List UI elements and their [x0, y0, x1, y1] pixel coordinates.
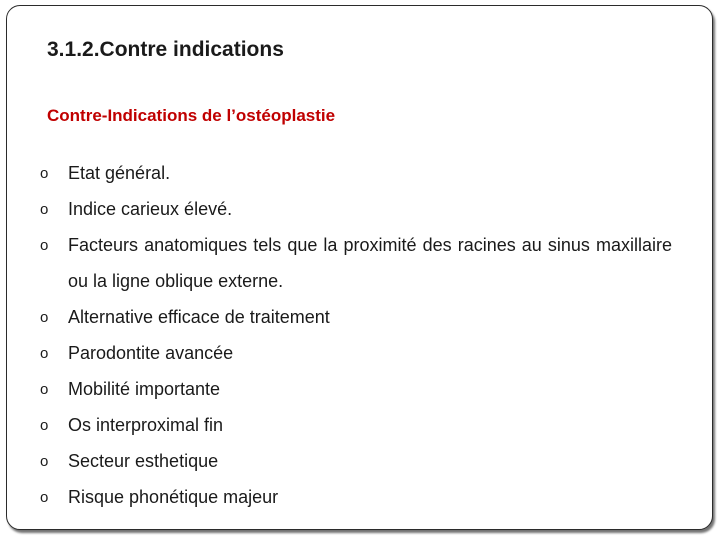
list-item-text: Os interproximal fin	[68, 415, 224, 435]
list-item-text: Secteur esthetique	[68, 451, 219, 471]
list-item-text: Mobilité importante	[68, 379, 221, 399]
bullet-marker: o	[40, 237, 49, 254]
bullet-marker: o	[40, 201, 49, 218]
bullet-marker: o	[40, 381, 49, 398]
list-item-text: Etat général.	[68, 163, 171, 183]
slide-title: 3.1.2.Contre indications	[47, 38, 284, 61]
bullet-marker: o	[40, 489, 49, 506]
bullet-marker: o	[40, 453, 49, 470]
bullet-marker: o	[40, 309, 49, 326]
list-item-text: Parodontite avancée	[68, 343, 234, 363]
list-item-text: Facteurs anatomiques tels que la proximité des racines au sinus maxillaire ou la ligne oblique externe.	[68, 235, 672, 291]
list-item-text: Alternative efficace de traitement	[68, 307, 330, 327]
bullet-marker: o	[40, 345, 49, 362]
list-item-text: Indice carieux élevé.	[68, 199, 233, 219]
section-subtitle: Contre-Indications de l’ostéoplastie	[47, 106, 336, 125]
list-item-text: Risque phonétique majeur	[68, 487, 279, 507]
bullet-marker: o	[40, 165, 49, 182]
bullet-marker: o	[40, 417, 49, 434]
